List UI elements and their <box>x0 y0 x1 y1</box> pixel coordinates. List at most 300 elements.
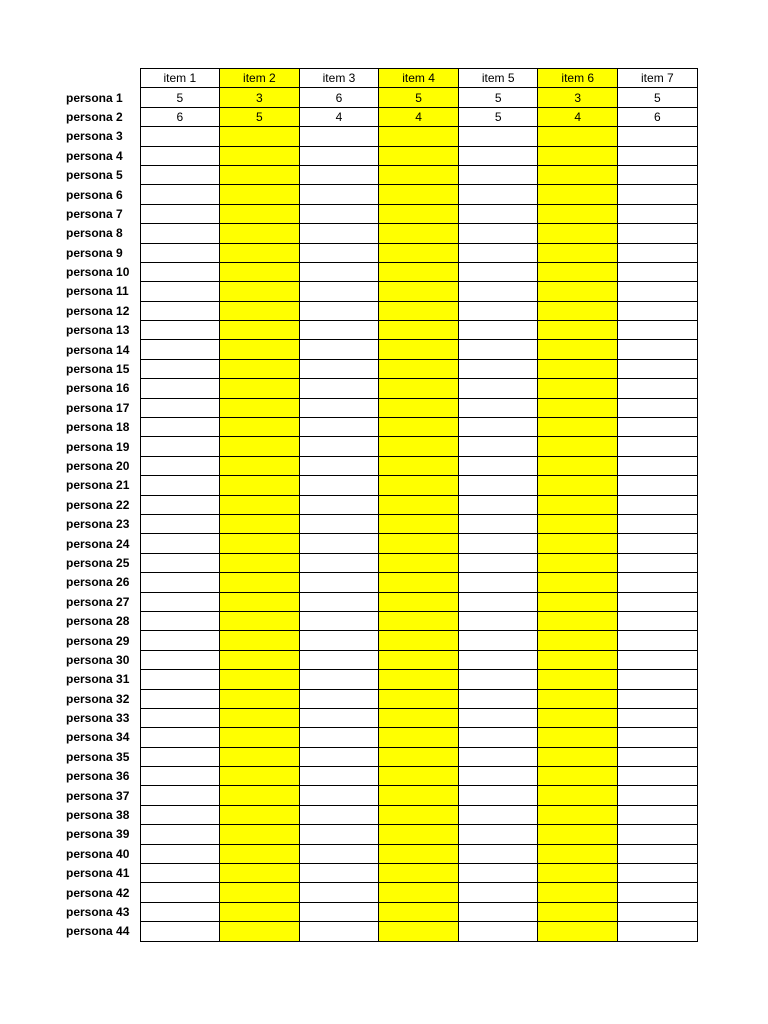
table-cell[interactable]: 5 <box>379 88 459 107</box>
table-cell[interactable] <box>379 127 459 146</box>
column-header[interactable]: item 6 <box>538 69 618 88</box>
table-cell[interactable]: 6 <box>140 107 220 126</box>
table-cell[interactable] <box>220 611 300 630</box>
table-cell[interactable] <box>618 864 698 883</box>
table-cell[interactable] <box>220 553 300 572</box>
table-cell[interactable] <box>538 592 618 611</box>
table-cell[interactable] <box>220 767 300 786</box>
table-cell[interactable] <box>299 805 379 824</box>
table-cell[interactable] <box>220 398 300 417</box>
table-cell[interactable] <box>299 689 379 708</box>
table-cell[interactable] <box>220 864 300 883</box>
table-cell[interactable] <box>379 534 459 553</box>
table-cell[interactable] <box>299 398 379 417</box>
table-cell[interactable] <box>220 534 300 553</box>
table-cell[interactable] <box>538 747 618 766</box>
table-cell[interactable] <box>379 456 459 475</box>
table-cell[interactable] <box>299 650 379 669</box>
table-cell[interactable] <box>220 592 300 611</box>
table-cell[interactable] <box>140 553 220 572</box>
table-cell[interactable] <box>220 127 300 146</box>
table-cell[interactable] <box>299 301 379 320</box>
table-cell[interactable] <box>458 611 538 630</box>
table-cell[interactable] <box>140 398 220 417</box>
table-cell[interactable]: 4 <box>299 107 379 126</box>
table-cell[interactable] <box>379 418 459 437</box>
table-cell[interactable] <box>379 747 459 766</box>
table-cell[interactable] <box>618 767 698 786</box>
table-cell[interactable] <box>538 476 618 495</box>
table-cell[interactable] <box>618 437 698 456</box>
table-cell[interactable] <box>538 844 618 863</box>
table-cell[interactable] <box>458 437 538 456</box>
table-cell[interactable] <box>538 127 618 146</box>
table-cell[interactable] <box>379 825 459 844</box>
table-cell[interactable] <box>299 495 379 514</box>
table-cell[interactable] <box>458 708 538 727</box>
table-cell[interactable] <box>220 495 300 514</box>
table-cell[interactable] <box>458 243 538 262</box>
table-cell[interactable] <box>458 573 538 592</box>
table-cell[interactable] <box>458 767 538 786</box>
table-cell[interactable] <box>538 262 618 281</box>
column-header[interactable]: item 3 <box>299 69 379 88</box>
table-cell[interactable] <box>538 902 618 921</box>
table-cell[interactable] <box>458 805 538 824</box>
table-cell[interactable] <box>220 689 300 708</box>
table-cell[interactable] <box>379 204 459 223</box>
table-cell[interactable]: 3 <box>220 88 300 107</box>
table-cell[interactable] <box>458 922 538 941</box>
table-cell[interactable] <box>618 553 698 572</box>
table-cell[interactable] <box>458 553 538 572</box>
table-cell[interactable] <box>618 359 698 378</box>
table-cell[interactable] <box>220 631 300 650</box>
table-cell[interactable] <box>538 553 618 572</box>
table-cell[interactable] <box>618 786 698 805</box>
table-cell[interactable] <box>140 534 220 553</box>
table-cell[interactable] <box>458 786 538 805</box>
table-cell[interactable] <box>458 127 538 146</box>
table-cell[interactable] <box>220 728 300 747</box>
table-cell[interactable] <box>140 883 220 902</box>
table-cell[interactable] <box>618 883 698 902</box>
table-cell[interactable] <box>299 243 379 262</box>
table-cell[interactable] <box>618 243 698 262</box>
table-cell[interactable] <box>140 573 220 592</box>
table-cell[interactable] <box>220 165 300 184</box>
table-cell[interactable] <box>538 689 618 708</box>
table-cell[interactable] <box>458 514 538 533</box>
table-cell[interactable] <box>538 437 618 456</box>
table-cell[interactable] <box>618 185 698 204</box>
table-cell[interactable] <box>299 224 379 243</box>
table-cell[interactable] <box>379 689 459 708</box>
table-cell[interactable] <box>458 670 538 689</box>
table-cell[interactable] <box>538 922 618 941</box>
table-cell[interactable] <box>220 243 300 262</box>
table-cell[interactable] <box>538 321 618 340</box>
table-cell[interactable] <box>299 883 379 902</box>
table-cell[interactable] <box>140 340 220 359</box>
table-cell[interactable] <box>140 146 220 165</box>
table-cell[interactable] <box>379 631 459 650</box>
table-cell[interactable] <box>618 321 698 340</box>
table-cell[interactable] <box>140 204 220 223</box>
table-cell[interactable]: 5 <box>458 88 538 107</box>
table-cell[interactable] <box>299 573 379 592</box>
table-cell[interactable] <box>458 418 538 437</box>
table-cell[interactable] <box>379 379 459 398</box>
table-cell[interactable] <box>299 282 379 301</box>
table-cell[interactable] <box>140 282 220 301</box>
table-cell[interactable] <box>618 902 698 921</box>
table-cell[interactable] <box>299 340 379 359</box>
table-cell[interactable] <box>458 379 538 398</box>
table-cell[interactable] <box>220 185 300 204</box>
table-cell[interactable] <box>458 747 538 766</box>
table-cell[interactable] <box>299 437 379 456</box>
table-cell[interactable] <box>458 165 538 184</box>
table-cell[interactable] <box>379 437 459 456</box>
table-cell[interactable] <box>140 825 220 844</box>
table-cell[interactable] <box>140 650 220 669</box>
table-cell[interactable] <box>299 786 379 805</box>
table-cell[interactable] <box>220 883 300 902</box>
table-cell[interactable] <box>379 301 459 320</box>
table-cell[interactable] <box>140 844 220 863</box>
table-cell[interactable] <box>140 864 220 883</box>
table-cell[interactable] <box>618 379 698 398</box>
table-cell[interactable] <box>538 398 618 417</box>
table-cell[interactable] <box>538 301 618 320</box>
table-cell[interactable] <box>140 321 220 340</box>
table-cell[interactable] <box>220 204 300 223</box>
table-cell[interactable] <box>140 786 220 805</box>
table-cell[interactable] <box>458 282 538 301</box>
table-cell[interactable] <box>299 747 379 766</box>
table-cell[interactable] <box>299 670 379 689</box>
table-cell[interactable] <box>220 379 300 398</box>
table-cell[interactable] <box>538 514 618 533</box>
table-cell[interactable] <box>220 340 300 359</box>
table-cell[interactable] <box>299 631 379 650</box>
table-cell[interactable] <box>140 922 220 941</box>
table-cell[interactable] <box>299 476 379 495</box>
table-cell[interactable] <box>618 708 698 727</box>
table-cell[interactable] <box>379 573 459 592</box>
table-cell[interactable] <box>379 611 459 630</box>
table-cell[interactable] <box>299 864 379 883</box>
table-cell[interactable] <box>140 476 220 495</box>
table-cell[interactable] <box>220 456 300 475</box>
table-cell[interactable] <box>140 805 220 824</box>
table-cell[interactable] <box>458 689 538 708</box>
table-cell[interactable] <box>299 922 379 941</box>
table-cell[interactable] <box>538 825 618 844</box>
table-cell[interactable] <box>618 689 698 708</box>
table-cell[interactable] <box>220 321 300 340</box>
table-cell[interactable]: 4 <box>538 107 618 126</box>
table-cell[interactable] <box>538 146 618 165</box>
table-cell[interactable] <box>458 592 538 611</box>
table-cell[interactable] <box>538 224 618 243</box>
table-cell[interactable] <box>220 301 300 320</box>
table-cell[interactable] <box>458 883 538 902</box>
table-cell[interactable] <box>379 476 459 495</box>
table-cell[interactable] <box>140 224 220 243</box>
table-cell[interactable]: 6 <box>299 88 379 107</box>
column-header[interactable]: item 2 <box>220 69 300 88</box>
table-cell[interactable] <box>379 844 459 863</box>
table-cell[interactable] <box>458 902 538 921</box>
table-cell[interactable] <box>140 127 220 146</box>
table-cell[interactable] <box>458 359 538 378</box>
table-cell[interactable] <box>618 398 698 417</box>
table-cell[interactable]: 6 <box>618 107 698 126</box>
table-cell[interactable] <box>458 224 538 243</box>
table-cell[interactable] <box>220 922 300 941</box>
table-cell[interactable] <box>538 573 618 592</box>
table-cell[interactable] <box>299 708 379 727</box>
table-cell[interactable] <box>618 592 698 611</box>
table-cell[interactable] <box>379 670 459 689</box>
table-cell[interactable] <box>538 243 618 262</box>
table-cell[interactable] <box>140 902 220 921</box>
table-cell[interactable] <box>379 495 459 514</box>
table-cell[interactable]: 5 <box>458 107 538 126</box>
table-cell[interactable] <box>538 282 618 301</box>
table-cell[interactable] <box>538 864 618 883</box>
table-cell[interactable] <box>618 631 698 650</box>
table-cell[interactable] <box>220 359 300 378</box>
table-cell[interactable] <box>538 708 618 727</box>
table-cell[interactable] <box>458 864 538 883</box>
table-cell[interactable] <box>140 611 220 630</box>
table-cell[interactable] <box>618 262 698 281</box>
table-cell[interactable] <box>379 592 459 611</box>
table-cell[interactable] <box>538 359 618 378</box>
table-cell[interactable] <box>299 379 379 398</box>
table-cell[interactable] <box>140 456 220 475</box>
table-cell[interactable] <box>379 902 459 921</box>
table-cell[interactable] <box>379 398 459 417</box>
table-cell[interactable] <box>618 224 698 243</box>
table-cell[interactable] <box>379 282 459 301</box>
table-cell[interactable] <box>140 418 220 437</box>
table-cell[interactable] <box>379 146 459 165</box>
table-cell[interactable] <box>140 359 220 378</box>
table-cell[interactable] <box>299 902 379 921</box>
table-cell[interactable] <box>220 282 300 301</box>
table-cell[interactable] <box>458 321 538 340</box>
table-cell[interactable]: 5 <box>140 88 220 107</box>
table-cell[interactable] <box>618 844 698 863</box>
table-cell[interactable] <box>618 146 698 165</box>
table-cell[interactable] <box>379 805 459 824</box>
table-cell[interactable] <box>538 204 618 223</box>
table-cell[interactable] <box>618 825 698 844</box>
table-cell[interactable] <box>220 825 300 844</box>
table-cell[interactable] <box>538 650 618 669</box>
table-cell[interactable] <box>140 379 220 398</box>
table-cell[interactable] <box>220 262 300 281</box>
table-cell[interactable] <box>140 495 220 514</box>
table-cell[interactable] <box>618 514 698 533</box>
table-cell[interactable]: 4 <box>379 107 459 126</box>
table-cell[interactable] <box>618 204 698 223</box>
table-cell[interactable] <box>379 340 459 359</box>
table-cell[interactable] <box>140 670 220 689</box>
table-cell[interactable]: 5 <box>220 107 300 126</box>
table-cell[interactable] <box>458 146 538 165</box>
table-cell[interactable] <box>140 728 220 747</box>
table-cell[interactable] <box>618 476 698 495</box>
table-cell[interactable] <box>140 437 220 456</box>
table-cell[interactable] <box>618 340 698 359</box>
table-cell[interactable] <box>458 301 538 320</box>
table-cell[interactable] <box>458 398 538 417</box>
table-cell[interactable] <box>220 902 300 921</box>
table-cell[interactable] <box>618 670 698 689</box>
table-cell[interactable] <box>220 708 300 727</box>
table-cell[interactable] <box>220 418 300 437</box>
table-cell[interactable] <box>220 514 300 533</box>
table-cell[interactable] <box>538 418 618 437</box>
table-cell[interactable] <box>458 631 538 650</box>
table-cell[interactable] <box>379 767 459 786</box>
table-cell[interactable] <box>379 243 459 262</box>
table-cell[interactable] <box>618 650 698 669</box>
table-cell[interactable] <box>618 456 698 475</box>
table-cell[interactable] <box>618 418 698 437</box>
table-cell[interactable] <box>618 747 698 766</box>
table-cell[interactable] <box>299 514 379 533</box>
table-cell[interactable] <box>618 534 698 553</box>
table-cell[interactable] <box>538 165 618 184</box>
table-cell[interactable] <box>379 708 459 727</box>
table-cell[interactable] <box>618 805 698 824</box>
table-cell[interactable] <box>458 650 538 669</box>
table-cell[interactable] <box>299 844 379 863</box>
table-cell[interactable] <box>299 767 379 786</box>
table-cell[interactable] <box>379 650 459 669</box>
table-cell[interactable] <box>140 243 220 262</box>
table-cell[interactable] <box>140 767 220 786</box>
table-cell[interactable] <box>538 767 618 786</box>
table-cell[interactable] <box>379 786 459 805</box>
column-header[interactable]: item 1 <box>140 69 220 88</box>
table-cell[interactable] <box>299 553 379 572</box>
table-cell[interactable] <box>379 883 459 902</box>
column-header[interactable]: item 7 <box>618 69 698 88</box>
table-cell[interactable] <box>538 805 618 824</box>
column-header[interactable]: item 4 <box>379 69 459 88</box>
table-cell[interactable] <box>379 359 459 378</box>
table-cell[interactable] <box>538 495 618 514</box>
table-cell[interactable] <box>220 437 300 456</box>
table-cell[interactable] <box>618 165 698 184</box>
column-header[interactable]: item 5 <box>458 69 538 88</box>
table-cell[interactable] <box>538 185 618 204</box>
table-cell[interactable] <box>140 301 220 320</box>
table-cell[interactable] <box>618 282 698 301</box>
table-cell[interactable] <box>458 534 538 553</box>
table-cell[interactable] <box>299 728 379 747</box>
table-cell[interactable] <box>140 514 220 533</box>
table-cell[interactable]: 5 <box>618 88 698 107</box>
table-cell[interactable] <box>458 340 538 359</box>
table-cell[interactable] <box>379 262 459 281</box>
table-cell[interactable] <box>379 224 459 243</box>
table-cell[interactable] <box>458 825 538 844</box>
table-cell[interactable] <box>379 728 459 747</box>
table-cell[interactable] <box>618 301 698 320</box>
table-cell[interactable] <box>220 670 300 689</box>
table-cell[interactable] <box>299 146 379 165</box>
table-cell[interactable] <box>220 650 300 669</box>
table-cell[interactable] <box>618 728 698 747</box>
table-cell[interactable] <box>379 922 459 941</box>
table-cell[interactable] <box>220 146 300 165</box>
table-cell[interactable] <box>140 689 220 708</box>
table-cell[interactable] <box>140 165 220 184</box>
table-cell[interactable] <box>379 553 459 572</box>
table-cell[interactable] <box>458 204 538 223</box>
table-cell[interactable] <box>140 262 220 281</box>
table-cell[interactable] <box>140 631 220 650</box>
table-cell[interactable] <box>299 204 379 223</box>
table-cell[interactable] <box>299 359 379 378</box>
table-cell[interactable] <box>379 165 459 184</box>
table-cell[interactable] <box>458 185 538 204</box>
table-cell[interactable] <box>538 456 618 475</box>
table-cell[interactable] <box>538 786 618 805</box>
table-cell[interactable] <box>220 747 300 766</box>
table-cell[interactable] <box>618 922 698 941</box>
table-cell[interactable] <box>538 611 618 630</box>
table-cell[interactable] <box>458 495 538 514</box>
table-cell[interactable] <box>299 456 379 475</box>
table-cell[interactable] <box>538 631 618 650</box>
table-cell[interactable] <box>140 747 220 766</box>
table-cell[interactable] <box>379 864 459 883</box>
table-cell[interactable] <box>538 728 618 747</box>
table-cell[interactable] <box>379 321 459 340</box>
table-cell[interactable] <box>299 418 379 437</box>
table-cell[interactable] <box>220 805 300 824</box>
table-cell[interactable] <box>458 844 538 863</box>
table-cell[interactable] <box>220 844 300 863</box>
table-cell[interactable] <box>220 476 300 495</box>
table-cell[interactable] <box>618 127 698 146</box>
table-cell[interactable] <box>618 495 698 514</box>
table-cell[interactable] <box>458 456 538 475</box>
table-cell[interactable] <box>538 379 618 398</box>
table-cell[interactable] <box>220 786 300 805</box>
table-cell[interactable] <box>220 573 300 592</box>
table-cell[interactable] <box>299 611 379 630</box>
table-cell[interactable] <box>538 534 618 553</box>
table-cell[interactable] <box>299 825 379 844</box>
table-cell[interactable] <box>140 708 220 727</box>
table-cell[interactable] <box>299 185 379 204</box>
table-cell[interactable] <box>538 883 618 902</box>
table-cell[interactable] <box>220 224 300 243</box>
table-cell[interactable] <box>538 340 618 359</box>
table-cell[interactable] <box>458 262 538 281</box>
table-cell[interactable] <box>618 611 698 630</box>
